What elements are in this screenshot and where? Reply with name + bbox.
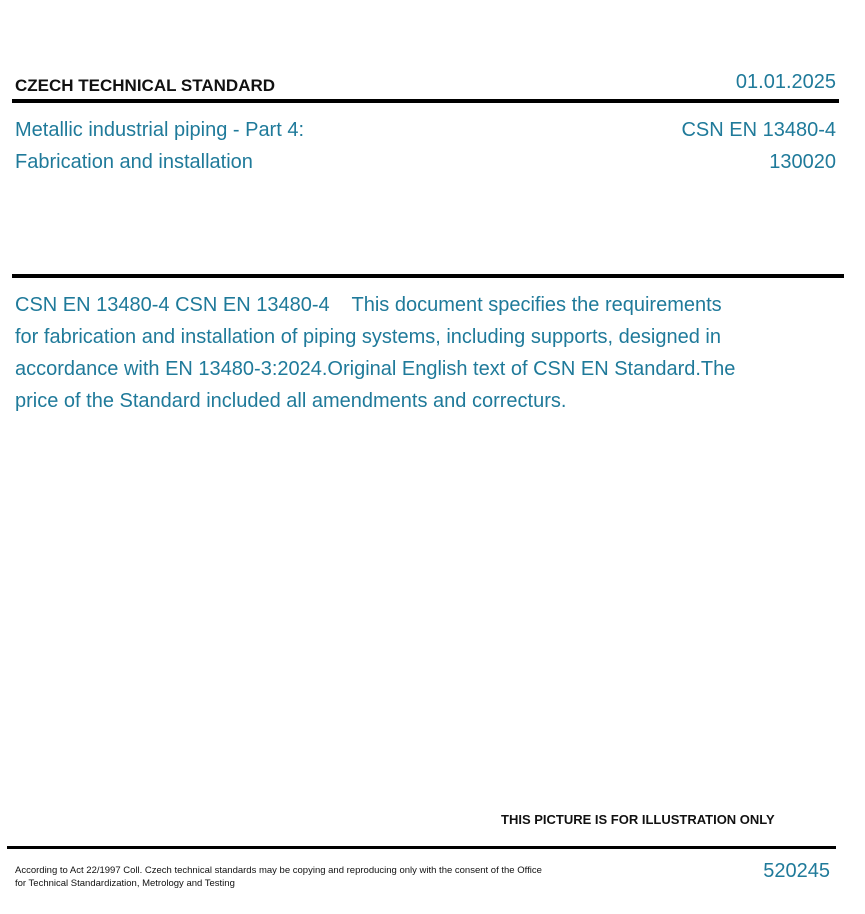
legal-line-1: According to Act 22/1997 Coll. Czech technical standards may be copying and reproducing only with the consent of the Office	[15, 865, 542, 876]
middle-divider	[12, 274, 844, 278]
issue-date: 01.01.2025	[735, 71, 836, 93]
bottom-divider	[7, 846, 836, 849]
document-title: Metallic industrial piping - Part 4: Fabrication and installation	[15, 119, 305, 173]
legal-notice	[15, 864, 595, 890]
document-description	[15, 289, 740, 417]
top-divider	[12, 99, 839, 103]
legal-line-2: for Technical Standardization, Metrology and Testing	[15, 878, 235, 889]
document-number: 520245	[763, 860, 830, 882]
description-codes: CSN EN 13480-4 CSN EN 13480-4	[15, 294, 330, 316]
standard-designation: CSN EN 13480-4	[681, 119, 836, 141]
standard-label: CZECH TECHNICAL STANDARD	[15, 76, 276, 95]
description-text: This document specifies the requirements for fabrication and installation of piping systems, including supports, designed in accordance with EN 13480-3:2024.Original English text of CSN EN Standard.The price of the Standard included all amendments and correcturs.	[15, 294, 736, 412]
document-codes	[681, 114, 836, 178]
illustration-notice: THIS PICTURE IS FOR ILLUSTRATION ONLY	[501, 812, 775, 827]
classification-code: 130020	[769, 151, 836, 173]
